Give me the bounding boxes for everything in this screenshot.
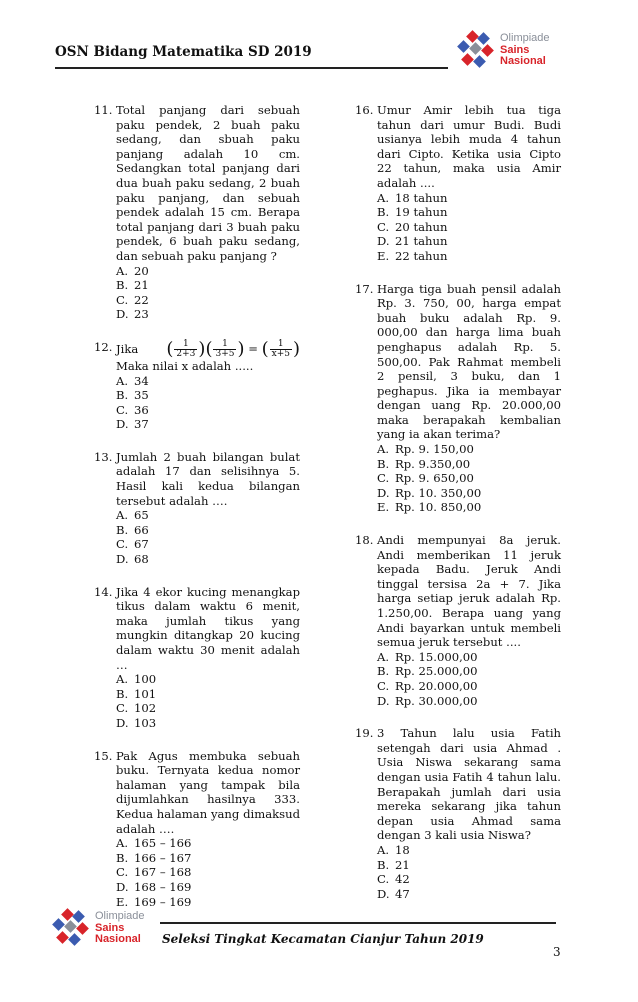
option-text: 34	[134, 373, 149, 388]
question-text: Andi mempunyai 8a jeruk. Andi memberikan 11 jeruk kepada Badu. Jeruk Andi tinggal tersisa 2a + 7. Jika harga setiap jeruk adalah Rp. 1.250,00. Berapa uang yang Andi bayarkan untuk membeli semua jeruk tersebut ....	[377, 533, 561, 650]
option-text: Rp. 25.000,00	[395, 664, 478, 679]
option	[377, 249, 561, 264]
olimpiade-footer-logo-icon	[50, 908, 92, 948]
option-label: D.	[116, 307, 129, 322]
footer-rule	[160, 922, 556, 924]
option-text: 168 – 169	[134, 879, 192, 894]
page-number: 3	[553, 945, 561, 959]
option-label: A.	[116, 672, 129, 687]
option	[116, 701, 300, 716]
option-label: D.	[377, 693, 390, 708]
option	[116, 865, 300, 880]
question-text	[116, 340, 300, 374]
option-label: A.	[377, 190, 390, 205]
option	[377, 191, 561, 206]
footer-logo-line-2: Sains	[95, 922, 125, 934]
option-label: A.	[377, 649, 390, 664]
option-text: 67	[134, 537, 149, 552]
option	[377, 887, 561, 902]
option	[116, 895, 300, 910]
option-label: C.	[116, 701, 129, 716]
question-15	[94, 749, 300, 910]
option-label: B.	[116, 388, 129, 403]
option-text: 35	[134, 388, 149, 403]
option	[116, 836, 300, 851]
option	[377, 234, 561, 249]
olimpiade-logo-text	[500, 33, 550, 67]
option-label: C.	[116, 402, 129, 417]
logo-line-2: Sains	[500, 44, 530, 56]
option	[116, 264, 300, 279]
question-14	[94, 585, 300, 731]
question-19	[355, 726, 561, 901]
footer-text: Seleksi Tingkat Kecamatan Cianjur Tahun 2019	[162, 932, 484, 946]
option-text: 18 tahun	[395, 190, 448, 205]
option-text: Rp. 10. 350,00	[395, 485, 482, 500]
fraction: $\frac{1}{3+5}$	[215, 338, 235, 359]
option-text: 167 – 168	[134, 865, 192, 880]
option-text: 23	[134, 307, 149, 322]
left-column	[94, 103, 300, 922]
option-label: A.	[116, 263, 129, 278]
option-text: 36	[134, 402, 149, 417]
option-label: A.	[377, 842, 390, 857]
question-text: 3 Tahun lalu usia Fatih setengah dari usia Ahmad . Usia Niswa sekarang sama dengan usia Fatih 4 tahun lalu. Berapakah jumlah dari usia mereka sekarang jika tahun depan usia Ahmad sama dengan 3 kali usia Niswa?	[377, 726, 561, 843]
option-text: 65	[134, 508, 149, 523]
option-label: D.	[116, 417, 129, 432]
option-label: A.	[116, 373, 129, 388]
option-label: D.	[116, 552, 129, 567]
option	[116, 880, 300, 895]
footer-logo-line-1: Olimpiade	[95, 910, 145, 922]
option-label: B.	[377, 456, 390, 471]
option-text: Rp. 30.000,00	[395, 693, 478, 708]
option-label: B.	[116, 850, 129, 865]
option	[377, 471, 561, 486]
option-text: 165 – 166	[134, 836, 192, 851]
option	[116, 537, 300, 552]
option-label: D.	[377, 485, 390, 500]
option	[116, 293, 300, 308]
option-text: Rp. 15.000,00	[395, 649, 478, 664]
question-number: 16.	[355, 103, 374, 117]
option-label: A.	[116, 508, 129, 523]
option-text: 21	[134, 278, 149, 293]
question-18	[355, 533, 561, 708]
option-label: A.	[116, 836, 129, 851]
logo-line-1: Olimpiade	[500, 32, 550, 44]
option-label: B.	[116, 278, 129, 293]
question-text-prefix: Jika	[116, 342, 139, 357]
olimpiade-footer-logo-text	[95, 911, 145, 945]
option-text: Rp. 9.350,00	[395, 456, 471, 471]
option-text: 47	[395, 886, 410, 901]
question-16	[355, 103, 561, 264]
option	[116, 716, 300, 731]
option-text: 68	[134, 552, 149, 567]
option-text: 21 tahun	[395, 234, 448, 249]
option-label: C.	[377, 471, 390, 486]
olimpiade-logo-icon	[455, 30, 497, 70]
option	[116, 672, 300, 687]
option-text: 102	[134, 701, 157, 716]
option-text: Rp. 9. 650,00	[395, 471, 474, 486]
footer-logo-line-3: Nasional	[95, 933, 141, 945]
question-number: 18.	[355, 533, 374, 548]
option-label: C.	[377, 219, 390, 234]
option-text: 42	[395, 872, 410, 887]
option-text: 103	[134, 715, 157, 730]
question-text: Pak Agus membuka sebuah buku. Ternyata kedua nomor halaman yang tampak bila dijumlahkan hasilnya 333. Kedua halaman yang dimaksud adalah ….	[116, 748, 300, 836]
option-label: E.	[116, 894, 129, 909]
question-text-suffix: Maka nilai x adalah .....	[116, 358, 254, 373]
question-13	[94, 450, 300, 567]
option-text: Rp. 10. 850,00	[395, 500, 482, 515]
equation: ( $\frac{1}{2+3}$ )( $\frac{1}{3+5}$ ) = ( $\frac{1}{x+5}$ )	[166, 338, 300, 360]
option-label: C.	[116, 537, 129, 552]
option	[377, 220, 561, 235]
option	[116, 417, 300, 432]
question-text: Umur Amir lebih tua tiga tahun dari umur Budi. Budi usianya lebih muda 4 tahun dari Cipto. Ketika usia Cipto 22 tahun, maka usia Amir adalah ....	[377, 103, 561, 190]
option-text: 21	[395, 857, 410, 872]
option-text: Rp. 20.000,00	[395, 678, 478, 693]
equals-sign: =	[248, 341, 258, 356]
option	[377, 500, 561, 515]
option	[116, 278, 300, 293]
header-title: OSN Bidang Matematika SD 2019	[55, 44, 312, 60]
option-text: 169 – 169	[134, 894, 192, 909]
option-label: D.	[116, 879, 129, 894]
option-label: D.	[377, 886, 390, 901]
question-number: 17.	[355, 281, 374, 296]
question-number: 11.	[94, 103, 113, 117]
question-11	[94, 103, 300, 322]
logo-line-3: Nasional	[500, 55, 546, 67]
option-label: C.	[116, 865, 129, 880]
option-label: B.	[116, 522, 129, 537]
right-column	[355, 103, 561, 914]
option-text: 22 tahun	[395, 248, 448, 263]
option	[377, 694, 561, 709]
option-label: D.	[116, 715, 129, 730]
option-label: B.	[116, 686, 129, 701]
option-text: 66	[134, 522, 149, 537]
option-label: C.	[116, 292, 129, 307]
option	[377, 486, 561, 501]
option-text: 20 tahun	[395, 219, 448, 234]
option-label: D.	[377, 234, 390, 249]
option	[116, 523, 300, 538]
question-text: Jumlah 2 buah bilangan bulat adalah 17 dan selisihnya 5. Hasil kali kedua bilangan tersebut adalah ….	[116, 449, 300, 508]
option	[377, 679, 561, 694]
option	[377, 205, 561, 220]
option	[116, 552, 300, 567]
option	[116, 851, 300, 866]
question-17	[355, 282, 561, 516]
question-number: 12.	[94, 339, 113, 354]
option-label: B.	[377, 857, 390, 872]
option-text: 19 tahun	[395, 205, 448, 220]
question-text: Jika 4 ekor kucing menangkap tikus dalam waktu 6 menit, maka jumlah tikus yang mungkin ditangkap 20 kucing dalam waktu 30 menit adalah …	[116, 584, 300, 672]
option-label: B.	[377, 205, 390, 220]
option-label: E.	[377, 500, 390, 515]
option-label: B.	[377, 664, 390, 679]
question-number: 19.	[355, 726, 374, 741]
option	[377, 442, 561, 457]
option	[377, 664, 561, 679]
option-label: A.	[377, 442, 390, 457]
option-label: C.	[377, 678, 390, 693]
option-text: 37	[134, 417, 149, 432]
fraction: $\frac{1}{x+5}$	[271, 338, 290, 359]
option	[116, 307, 300, 322]
option-text: 101	[134, 686, 157, 701]
option	[377, 872, 561, 887]
option	[377, 457, 561, 472]
option-label: C.	[377, 872, 390, 887]
option-text: 166 – 167	[134, 850, 192, 865]
header-rule	[55, 67, 448, 69]
option	[116, 374, 300, 389]
question-text: Total panjang dari sebuah paku pendek, 2 buah paku sedang, dan sbuah paku panjang adalah 10 cm. Sedangkan total panjang dari dua buah paku sedang, 2 buah paku panjang, dan sebuah pendek adalah 15 cm. Berapa total panjang dari 3 buah paku pendek, 6 buah paku sedang, dan sebuah paku panjang ?	[116, 103, 300, 263]
option	[116, 508, 300, 523]
question-12	[94, 340, 300, 432]
option	[116, 403, 300, 418]
option	[116, 687, 300, 702]
option	[377, 650, 561, 665]
option-text: 22	[134, 292, 149, 307]
fraction: $\frac{1}{2+3}$	[176, 338, 196, 359]
option	[377, 858, 561, 873]
question-number: 13.	[94, 449, 113, 464]
question-number: 14.	[94, 584, 113, 599]
question-number: 15.	[94, 748, 113, 763]
option-label: E.	[377, 248, 390, 263]
option-text: 100	[134, 672, 157, 687]
option-text: 20	[134, 263, 149, 278]
option	[377, 843, 561, 858]
question-text: Harga tiga buah pensil adalah Rp. 3. 750, 00, harga empat buah buku adalah Rp. 9. 000,00 dan harga lima buah penghapus adalah Rp. 5. 500,00. Pak Rahmat membeli 2 pensil, 3 buku, dan 1 peghapus. Jika ia membayar dengan uang Rp. 20.000,00 maka berapakah kembalian yang ia akan terima?	[377, 281, 561, 442]
option	[116, 388, 300, 403]
option-text: Rp. 9. 150,00	[395, 442, 474, 457]
option-text: 18	[395, 842, 410, 857]
